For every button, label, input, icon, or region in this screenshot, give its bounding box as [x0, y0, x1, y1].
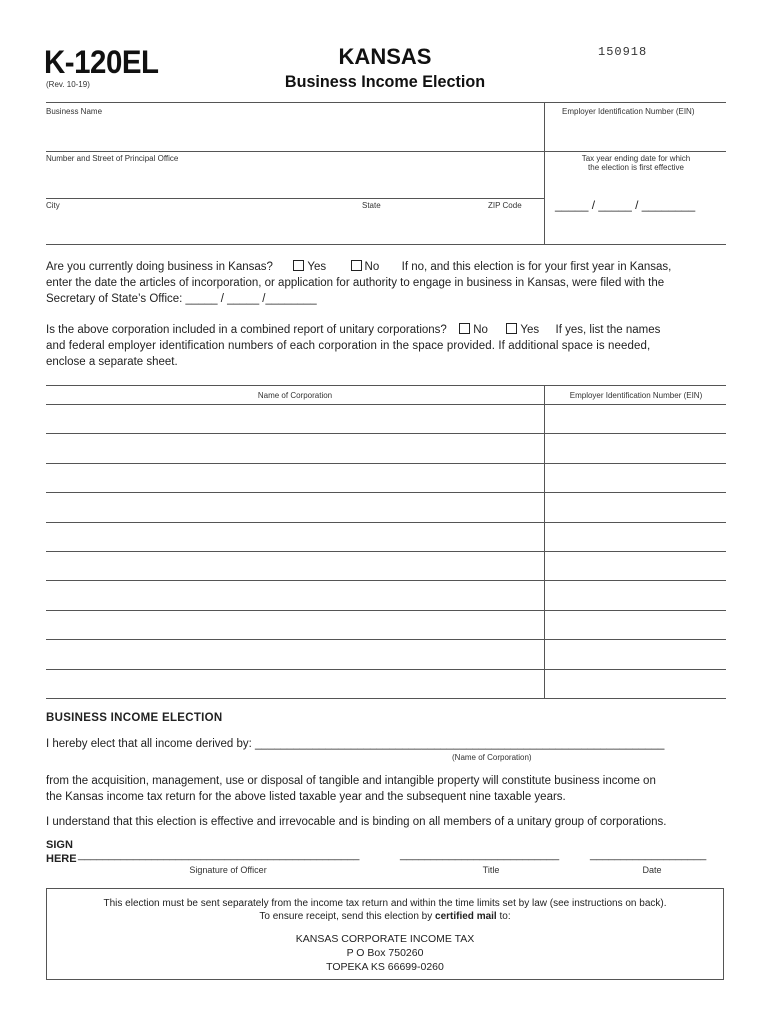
corporation-name-cell[interactable] [46, 611, 543, 640]
business-name-label: Business Name [46, 107, 103, 116]
mailing-instructions-box: This election must be sent separately from the income tax return and within the time limits set by law (see instructions on back). To ensure receipt, send this election by certified mail to: KANSAS CORPORATE INCOME TAX P O Box 750260 TOPEKA KS 66699-0260 [46, 888, 724, 980]
question-doing-business: Are you currently doing business in Kansas? Yes No If no, and this election is for your first year in Kansas, enter the date the articles of incorporation, or application for authority to engage in business in Kansas, were filed with the Secretary of State’s Office: _____ / _____ /________ [46, 259, 726, 307]
divider [46, 244, 726, 245]
zip-label: ZIP Code [488, 201, 522, 210]
ein-label: Employer Identification Number (EIN) [562, 107, 695, 116]
election-heading: BUSINESS INCOME ELECTION [46, 712, 223, 724]
yes-checkbox[interactable]: Yes [293, 261, 326, 273]
title-caption: Title [482, 865, 500, 875]
sign-here-label: SIGN HERE [46, 839, 77, 865]
date-field[interactable]: ___________________ [590, 849, 707, 861]
divider [46, 198, 544, 199]
divider [46, 102, 726, 103]
corporation-name-cell[interactable] [46, 405, 543, 434]
date-caption: Date [642, 865, 662, 875]
mailing-address: KANSAS CORPORATE INCOME TAX P O Box 750260 TOPEKA KS 66699-0260 [295, 933, 475, 973]
corporation-name-cell[interactable] [46, 493, 543, 522]
tax-year-label: Tax year ending date for which the election is first effective [581, 154, 691, 172]
election-paragraph: from the acquisition, management, use or disposal of tangible and intangible property will constitute business income on the Kansas income tax return for the above listed taxable year and the subsequent nine taxable years. [46, 775, 656, 803]
revision-date: (Rev. 10-19) [46, 80, 90, 89]
corporation-ein-cell[interactable] [546, 523, 724, 552]
no-checkbox[interactable]: No [351, 261, 380, 273]
corporation-name-cell[interactable] [46, 523, 543, 552]
corporation-name-cell[interactable] [46, 552, 543, 581]
sos-date-field[interactable]: Secretary of State’s Office: _____ / _____ /________ [46, 293, 317, 305]
table-divider [544, 385, 545, 698]
corporation-ein-cell[interactable] [546, 434, 724, 463]
corporation-name-field[interactable]: I hereby elect that all income derived by: ________________________________________________________________ [46, 738, 665, 750]
corporation-name-cell[interactable] [46, 464, 543, 493]
city-state-zip-field[interactable] [46, 212, 540, 242]
form-code: 150918 [598, 45, 648, 59]
divider [46, 151, 726, 152]
corporation-ein-cell[interactable] [546, 552, 724, 581]
form-number: K-120EL [44, 44, 159, 80]
form-title: Business Income Election [284, 72, 486, 91]
corporation-ein-cell[interactable] [546, 464, 724, 493]
corporation-name-cell[interactable] [46, 670, 543, 699]
corporation-ein-cell[interactable] [546, 493, 724, 522]
business-name-field[interactable] [46, 118, 540, 150]
question-combined-report: Is the above corporation included in a combined report of unitary corporations? No Yes If yes, list the names and federal employer identification numbers of each corporation in the space provided. If additional space is needed, enclose a separate sheet. [46, 324, 661, 368]
title-field[interactable]: __________________________ [400, 849, 560, 861]
table-top-border [46, 385, 726, 386]
yes-checkbox[interactable]: Yes [506, 324, 539, 336]
corporation-name-cell[interactable] [46, 640, 543, 669]
corporation-ein-cell[interactable] [546, 640, 724, 669]
corporation-name-cell[interactable] [46, 581, 543, 610]
corporation-ein-cell[interactable] [546, 581, 724, 610]
divider [544, 102, 545, 244]
street-field[interactable] [46, 165, 540, 197]
corporation-ein-cell[interactable] [546, 611, 724, 640]
column-header-name: Name of Corporation [257, 391, 333, 400]
street-label: Number and Street of Principal Office [46, 154, 179, 163]
state-title: KANSAS [338, 44, 432, 69]
signature-caption: Signature of Officer [189, 865, 267, 875]
irrevocable-statement: I understand that this election is effective and irrevocable and is binding on all members of a unitary group of corporations. [46, 816, 667, 828]
corporation-name-cell[interactable] [46, 434, 543, 463]
signature-field[interactable]: ______________________________________________ [78, 849, 360, 861]
no-checkbox[interactable]: No [459, 324, 488, 336]
city-label: City [46, 201, 60, 210]
corporation-ein-cell[interactable] [546, 670, 724, 699]
column-header-ein: Employer Identification Number (EIN) [569, 391, 703, 400]
corporation-ein-cell[interactable] [546, 405, 724, 434]
state-label: State [362, 201, 381, 210]
name-caption: (Name of Corporation) [452, 753, 532, 762]
tax-year-date-field[interactable]: _____ / _____ / ________ [555, 198, 696, 212]
ein-field[interactable] [548, 118, 724, 150]
